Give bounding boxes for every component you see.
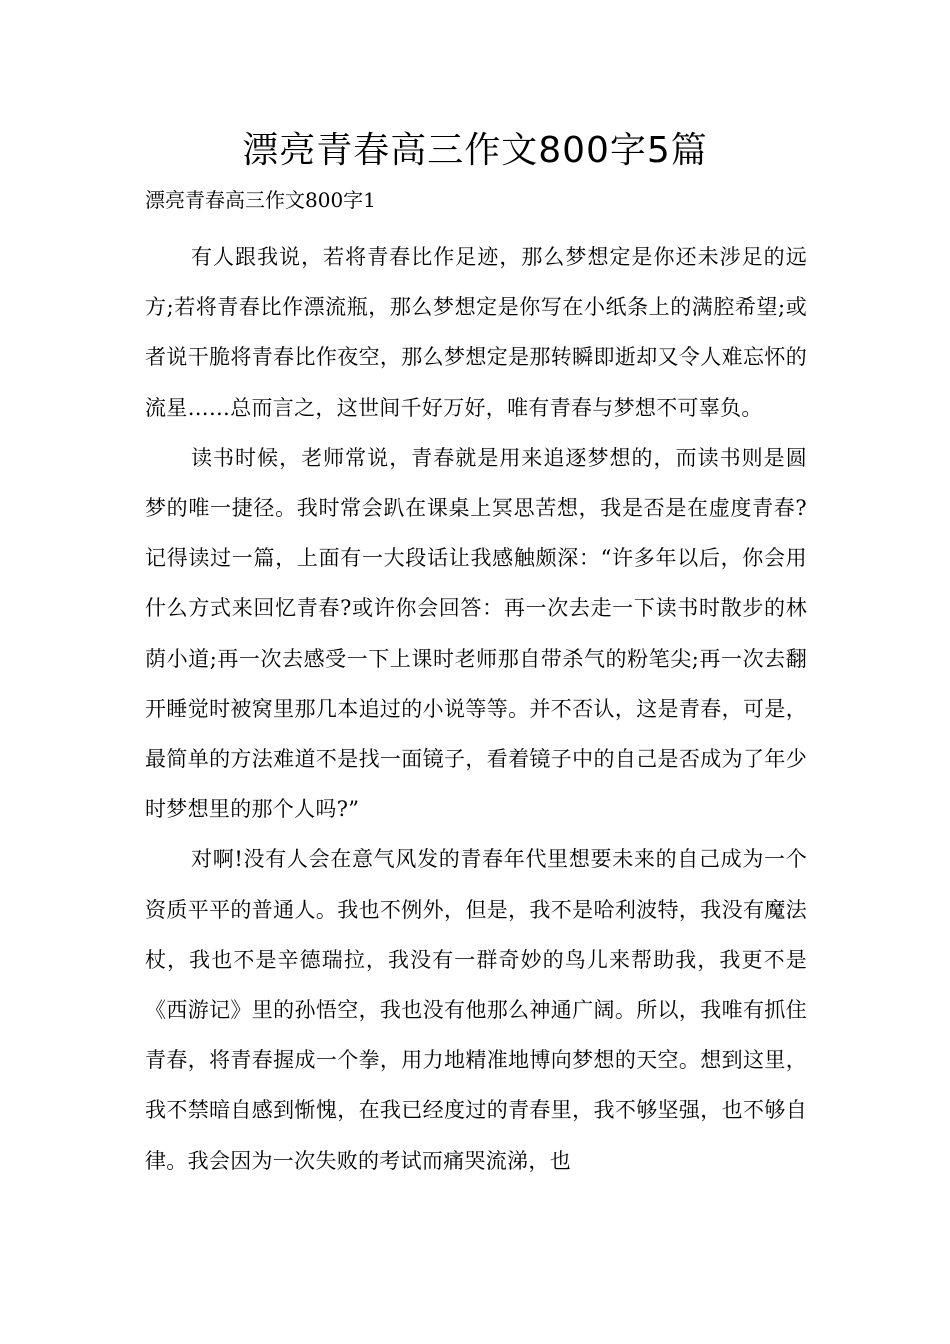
paragraph: 有人跟我说，若将青春比作足迹，那么梦想定是你还未涉足的远方;若将青春比作漂流瓶，那么梦想定是你写在小纸条上的满腔希望;或者说干脆将青春比作夜空，那么梦想定是那转瞬即逝却又令人难忘怀的流星……总而言之，这世间千好万好，唯有青春与梦想不可辜负。 <box>145 245 807 420</box>
document-body <box>145 232 807 1186</box>
paragraph: 读书时候，老师常说，青春就是用来追逐梦想的，而读书则是圆梦的唯一捷径。我时常会趴在课桌上冥思苦想，我是否是在虚度青春?记得读过一篇，上面有一大段话让我感触颇深：“许多年以后，你会用什么方式来回忆青春?或许你会回答：再一次去走一下读书时散步的林荫小道;再一次去感受一下上课时老师那自带杀气的粉笔尖;再一次去翻开睡觉时被窝里那几本追过的小说等等。并不否认，这是青春，可是，最简单的方法难道不是找一面镜子，看着镜子中的自己是否成为了年少时梦想里的那个人吗?” <box>145 445 807 822</box>
section-heading: 漂亮青春高三作文800字1 <box>145 188 376 212</box>
paragraph: 对啊!没有人会在意气风发的青春年代里想要未来的自己成为一个资质平平的普通人。我也不例外，但是，我不是哈利波特，我没有魔法杖，我也不是辛德瑞拉，我没有一群奇妙的鸟儿来帮助我，我更不是《西游记》里的孙悟空，我也没有他那么神通广阔。所以，我唯有抓住青春，将青春握成一个拳，用力地精准地博向梦想的天空。想到这里，我不禁暗自感到惭愧，在我已经度过的青春里，我不够坚强，也不够自律。我会因为一次失败的考试而痛哭流涕，也 <box>145 847 807 1173</box>
document-title: 漂亮青春高三作文800字5篇 <box>242 130 708 171</box>
